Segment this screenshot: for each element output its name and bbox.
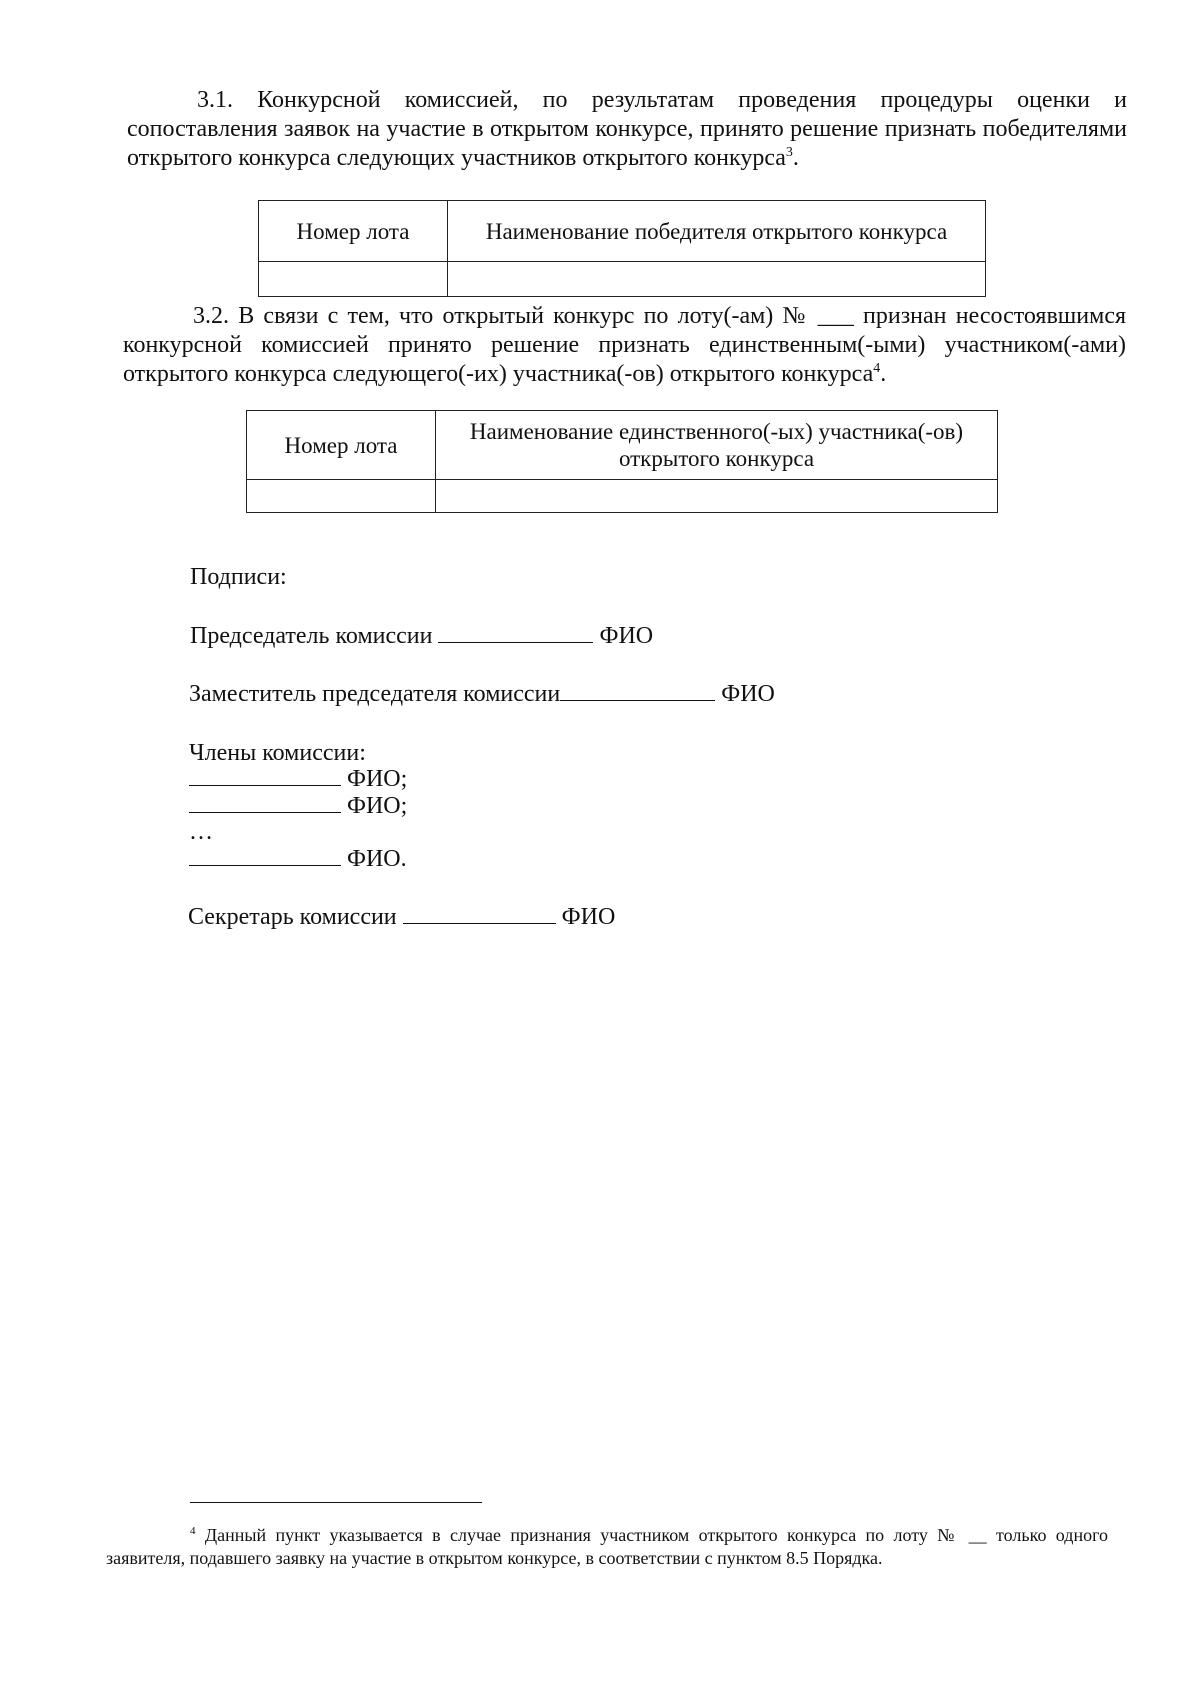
table-header-row <box>247 411 998 480</box>
column-header-lot-number: Номер лота <box>247 411 436 480</box>
signature-blank <box>189 792 341 813</box>
member-signature-line <box>189 845 407 873</box>
secretary-fio: ФИО <box>561 904 616 930</box>
member-signature-line <box>189 765 407 793</box>
member-fio: ФИО; <box>347 766 408 792</box>
table-cell <box>247 480 436 513</box>
column-header-lot-number: Номер лота <box>259 201 448 262</box>
deputy-signature-line <box>189 680 775 708</box>
table-row <box>247 480 998 513</box>
signature-blank <box>560 680 715 701</box>
paragraph-3-1-number: 3.1. <box>197 87 233 113</box>
column-header-participant-name: Наименование единственного(-ых) участника(-ов) открытого конкурса <box>436 411 998 480</box>
chairman-signature-line <box>190 622 653 650</box>
table-row <box>259 262 986 297</box>
signature-blank <box>403 903 556 924</box>
signature-blank <box>189 845 341 866</box>
footnote-4 <box>106 1524 1108 1570</box>
chairman-label: Председатель комиссии <box>190 623 433 649</box>
paragraph-3-2-text: В связи с тем, что открытый конкурс по лоту(-ам) № ___ признан несостоявшимся конкурсной комиссией принято решение признать единственным(-ыми) участником(-ами) открытого конкурса следующего(-их) участника(-ов) открытого конкурса <box>123 303 1127 387</box>
deputy-label: Заместитель председателя комиссии <box>189 681 561 707</box>
secretary-signature-line <box>188 903 615 931</box>
members-ellipsis: … <box>189 819 213 845</box>
signature-blank <box>438 622 593 643</box>
winners-table <box>258 200 986 297</box>
footnote-separator <box>190 1502 482 1503</box>
signature-blank <box>189 765 341 786</box>
paragraph-3-2: 3.2. В связи с тем, что открытый конкурс по лоту(-ам) № ___ признан несостоявшимся конкурсной комиссией принято решение признать единственным(-ыми) участником(-ами) открытого конкурса следующего(-их) участника(-ов) открытого конкурса$^4$. <box>123 303 1127 387</box>
footnote-text: Данный пункт указывается в случае признания участником открытого конкурса по лоту № __ только одного заявителя, подавшего заявку на участие в открытом конкурсе, в соответствии с пунктом 8.5 Порядка. <box>106 1525 1109 1568</box>
paragraph-3-1-text: Конкурсной комиссией, по результатам проведения процедуры оценки и сопоставления заявок на участие в открытом конкурсе, принято решение признать победителями открытого конкурса следующих участников открытого конкурса <box>127 87 1127 171</box>
member-signature-line <box>189 792 407 820</box>
footnote-ref-3: 3 <box>785 145 793 160</box>
secretary-label: Секретарь комиссии <box>188 904 397 930</box>
deputy-fio: ФИО <box>721 681 775 707</box>
column-header-winner-name: Наименование победителя открытого конкурса <box>448 201 986 262</box>
paragraph-3-1: 3.1. Конкурсной комиссией, по результатам проведения процедуры оценки и сопоставления заявок на участие в открытом конкурсе, принято решение признать победителями открытого конкурса следующих участников открытого конкурса$^3$. <box>127 87 1127 171</box>
table-cell <box>448 262 986 297</box>
footnote-mark: 4 <box>190 1525 196 1537</box>
footnote-ref-4: 4 <box>873 361 881 376</box>
table-cell <box>436 480 998 513</box>
chairman-fio: ФИО <box>599 623 654 649</box>
member-fio: ФИО. <box>347 846 407 872</box>
table-header-row <box>259 201 986 262</box>
signatures-heading: Подписи: <box>190 564 287 590</box>
member-fio: ФИО; <box>347 793 408 819</box>
table-cell <box>259 262 448 297</box>
single-participant-table <box>246 410 998 513</box>
paragraph-3-2-number: 3.2. <box>193 303 229 329</box>
members-heading: Члены комиссии: <box>189 740 366 766</box>
